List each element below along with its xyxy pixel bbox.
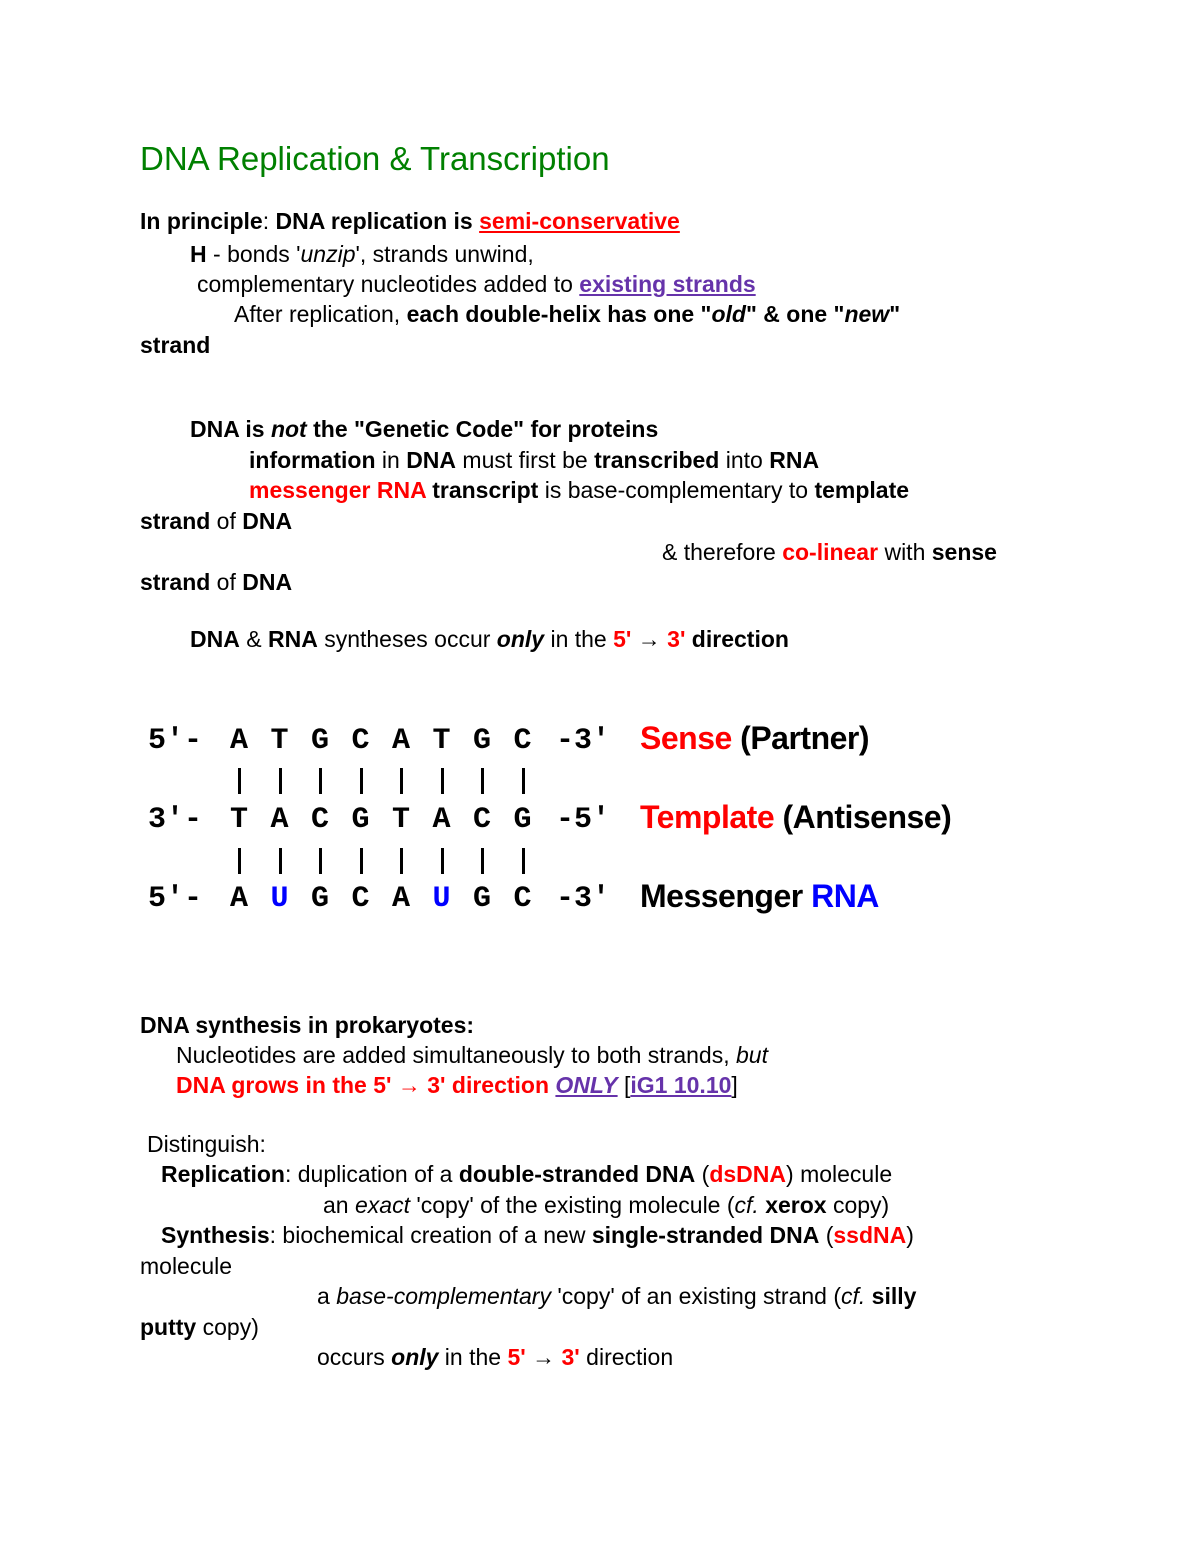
- mrna-base-1: A: [230, 882, 249, 916]
- dna-is-text: DNA is: [190, 416, 271, 442]
- cf-term-2: cf.: [841, 1283, 866, 1309]
- template-base-8: G: [513, 803, 532, 837]
- dna-term-2: DNA: [242, 508, 293, 534]
- template-label-red: Template: [640, 799, 775, 835]
- pair-bar-1-5: [400, 768, 403, 794]
- direction-word: direction: [685, 626, 789, 652]
- pair-bar-1-7: [481, 768, 484, 794]
- distinguish-heading: Distinguish:: [147, 1131, 266, 1157]
- principle-line: [140, 207, 680, 235]
- pair-bar-2-2: [279, 848, 282, 874]
- existing-strands-link[interactable]: existing strands: [579, 271, 756, 297]
- sense-base-2: T: [270, 724, 289, 758]
- hbond-h: H: [190, 241, 207, 267]
- pair-bar-2-7: [481, 848, 484, 874]
- dna-term-3: DNA: [242, 569, 293, 595]
- colinear-line: [662, 538, 997, 566]
- not-term: not: [270, 416, 307, 442]
- base-complementary-line: [317, 1282, 916, 1310]
- unzip-term: unzip: [300, 241, 356, 267]
- template-suffix: -5': [556, 803, 611, 837]
- new-term: new: [844, 301, 890, 327]
- direction-line: [190, 625, 789, 653]
- synthesis-text: : biochemical creation of a new: [269, 1222, 592, 1248]
- principle-colon: :: [262, 208, 270, 234]
- old-term: old: [711, 301, 746, 327]
- occurs-only: only: [391, 1344, 439, 1370]
- information-line: [249, 446, 819, 474]
- semi-conservative-term: semi-conservative: [479, 208, 680, 234]
- pair-bar-2-5: [400, 848, 403, 874]
- sense-prefix: 5'-: [148, 724, 203, 758]
- replication-text: : duplication of a: [284, 1161, 459, 1187]
- pair-bar-1-1: [238, 768, 241, 794]
- template-base-5: T: [392, 803, 411, 837]
- prokaryotes-line-1: [176, 1041, 768, 1069]
- exact-text-b: 'copy' of the existing molecule (: [409, 1192, 735, 1218]
- base-complementary-text: is base-complementary to: [538, 477, 815, 503]
- after-text-d: ": [889, 301, 901, 327]
- dna-grows-text: DNA grows in the 5' → 3' direction: [176, 1072, 556, 1098]
- pair-bar-2-6: [441, 848, 444, 874]
- mrna-base-4: C: [351, 882, 370, 916]
- strand-term-2: strand: [140, 569, 211, 595]
- putty-line: [140, 1313, 259, 1341]
- prokaryotes-heading: DNA synthesis in prokaryotes:: [140, 1012, 475, 1038]
- cf-term: cf.: [734, 1192, 759, 1218]
- paren-open-2: (: [819, 1222, 834, 1248]
- ds-prefix: ds: [709, 1161, 737, 1187]
- mrna-label-blue: RNA: [811, 878, 879, 914]
- messenger-rna-term: messenger RNA: [249, 477, 426, 503]
- exact-copy-line: [323, 1191, 889, 1219]
- synthesis-term: Synthesis: [161, 1222, 270, 1248]
- double-stranded-term: double-stranded DNA: [458, 1161, 696, 1187]
- sense-label: [640, 720, 869, 757]
- strand-of-dna-line-2: [140, 568, 292, 596]
- sense-base-5: A: [392, 724, 411, 758]
- only-term: ONLY: [555, 1072, 618, 1098]
- complementary-text: complementary nucleotides added to: [197, 271, 580, 297]
- template-base-7: C: [473, 803, 492, 837]
- principle-text: DNA replication is: [269, 208, 480, 234]
- sense-base-3: G: [311, 724, 330, 758]
- strand-of-dna-line: [140, 507, 292, 535]
- mrna-base-7: G: [473, 882, 492, 916]
- in-text: in: [375, 447, 407, 473]
- complementary-line: [197, 270, 756, 298]
- mrna-suffix: -3': [556, 882, 611, 916]
- transcribed-term: transcribed: [594, 447, 720, 473]
- sense-base-7: G: [473, 724, 492, 758]
- sense-base-6: T: [432, 724, 451, 758]
- pair-bar-2-8: [522, 848, 525, 874]
- after-replication-line: [234, 300, 900, 328]
- occurs-three-prime: 3': [561, 1344, 580, 1370]
- bracket-close: ]: [731, 1072, 738, 1098]
- xerox-term: xerox: [758, 1192, 827, 1218]
- direction-arrow: →: [631, 626, 668, 652]
- direction-dna: DNA: [190, 626, 240, 652]
- mrna-label-black: Messenger: [640, 878, 812, 914]
- direction-three-prime: 3': [667, 626, 686, 652]
- genetic-code-rest: the "Genetic Code" for proteins: [306, 416, 659, 442]
- nucleotides-text: Nucleotides are added simultaneously to both strands,: [176, 1042, 736, 1068]
- strand-term: strand: [140, 508, 211, 534]
- genetic-code-line: [190, 415, 658, 443]
- template-base-2: A: [270, 803, 289, 837]
- rna-term: RNA: [769, 447, 820, 473]
- sense-label-red: Sense: [640, 720, 732, 756]
- after-text-c: " & one ": [745, 301, 845, 327]
- sense-base-4: C: [351, 724, 370, 758]
- silly-term: silly: [865, 1283, 917, 1309]
- copy-text-a: 'copy' of an existing strand (: [550, 1283, 841, 1309]
- therefore-text: & therefore: [662, 539, 783, 565]
- mrna-base-6: U: [432, 882, 451, 916]
- single-stranded-term: single-stranded DNA: [591, 1222, 820, 1248]
- colinear-term: co-linear: [782, 539, 879, 565]
- mrna-label: [640, 878, 879, 915]
- pair-bar-1-6: [441, 768, 444, 794]
- dna-term: DNA: [406, 447, 457, 473]
- messenger-line: [249, 476, 909, 504]
- after-text-b: each double-helix has one ": [406, 301, 712, 327]
- information-term: information: [249, 447, 376, 473]
- mrna-base-3: G: [311, 882, 330, 916]
- but-term: but: [736, 1042, 768, 1068]
- direction-amp: &: [239, 626, 268, 652]
- hbond-text-b: ', strands unwind,: [355, 241, 534, 267]
- sense-suffix: -3': [556, 724, 611, 758]
- paren-open: (: [695, 1161, 710, 1187]
- with-text: with: [878, 539, 932, 565]
- paren-close-molecule: ) molecule: [786, 1161, 893, 1187]
- strand-word: strand: [140, 332, 211, 358]
- exact-term: exact: [354, 1192, 410, 1218]
- hbond-text-a: - bonds ': [206, 241, 301, 267]
- base-complementary-term: base-complementary: [336, 1283, 551, 1309]
- principle-lead: In principle: [140, 208, 263, 234]
- copy-text-b: copy): [196, 1314, 259, 1340]
- mrna-base-8: C: [513, 882, 532, 916]
- pair-bar-2-4: [360, 848, 363, 874]
- prokaryotes-line-2: [176, 1071, 738, 1099]
- pair-bar-2-1: [238, 848, 241, 874]
- occurs-in-the: in the: [438, 1344, 508, 1370]
- ig1-reference-link[interactable]: iG1 10.10: [630, 1072, 732, 1098]
- direction-five-prime: 5': [613, 626, 632, 652]
- page-title: DNA Replication & Transcription: [140, 140, 610, 177]
- template-base-3: C: [311, 803, 330, 837]
- ssdna-term: ssdNA: [833, 1222, 907, 1248]
- pair-bar-1-3: [319, 768, 322, 794]
- mrna-prefix: 5'-: [148, 882, 203, 916]
- replication-line: [161, 1160, 892, 1188]
- bracket-open: [: [617, 1072, 631, 1098]
- mrna-base-5: A: [392, 882, 411, 916]
- replication-term: Replication: [161, 1161, 285, 1187]
- mrna-base-2: U: [270, 882, 289, 916]
- sense-label-rest: (Partner): [731, 720, 870, 756]
- occurs-five-prime: 5': [507, 1344, 526, 1370]
- exact-text-a: an: [323, 1192, 355, 1218]
- must-first-text: must first be: [456, 447, 595, 473]
- pair-bar-1-4: [360, 768, 363, 794]
- occurs-direction: direction: [579, 1344, 674, 1370]
- occurs-line: [317, 1343, 673, 1371]
- synthesis-line: [161, 1221, 914, 1249]
- direction-in-the: in the: [544, 626, 614, 652]
- sense-term: sense: [931, 539, 997, 565]
- template-prefix: 3'-: [148, 803, 203, 837]
- pair-bar-1-8: [522, 768, 525, 794]
- hbonds-line: [190, 240, 534, 268]
- direction-syntheses: syntheses occur: [317, 626, 497, 652]
- dsdna-term: DNA: [736, 1161, 787, 1187]
- template-base-6: A: [432, 803, 451, 837]
- transcript-term: transcript: [425, 477, 539, 503]
- a-word: a: [317, 1283, 337, 1309]
- paren-close-2: ): [906, 1222, 914, 1248]
- into-text: into: [719, 447, 770, 473]
- sense-base-1: A: [230, 724, 249, 758]
- molecule-word: molecule: [140, 1253, 233, 1279]
- occurs-text: occurs: [317, 1344, 392, 1370]
- putty-term: putty: [140, 1314, 197, 1340]
- pair-bar-2-3: [319, 848, 322, 874]
- template-label-rest: (Antisense): [774, 799, 952, 835]
- after-text-a: After replication,: [234, 301, 407, 327]
- pair-bar-1-2: [279, 768, 282, 794]
- sense-base-8: C: [513, 724, 532, 758]
- direction-rna: RNA: [267, 626, 318, 652]
- template-label: [640, 799, 951, 836]
- template-base-1: T: [230, 803, 249, 837]
- exact-text-c: copy): [826, 1192, 890, 1218]
- template-term: template: [814, 477, 910, 503]
- occurs-arrow: →: [525, 1344, 562, 1370]
- of-text: of: [210, 508, 243, 534]
- template-base-4: G: [351, 803, 370, 837]
- direction-only: only: [496, 626, 545, 652]
- of-text-2: of: [210, 569, 243, 595]
